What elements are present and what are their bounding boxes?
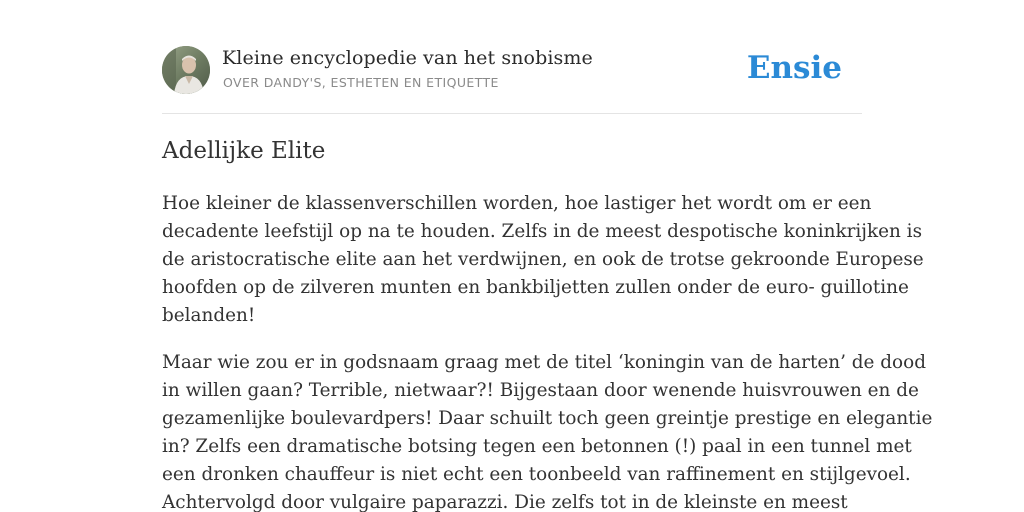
text-line: een dronken chauffeur is niet echt een toonbeeld van raffinement en stijlgevoel. — [162, 464, 911, 485]
blog-title[interactable]: Kleine encyclopedie van het snobisme — [222, 47, 593, 69]
text-line: in? Zelfs een dramatische botsing tegen een betonnen (!) paal in een tunnel met — [162, 436, 912, 457]
author-avatar[interactable] — [162, 46, 210, 94]
text-line: Maar wie zou er in godsnaam graag met de titel ‘koningin van de harten’ de dood — [162, 352, 926, 373]
paragraph — [162, 349, 933, 512]
post-body — [162, 190, 933, 512]
text-line: belanden! — [162, 305, 256, 326]
blog-subtitle: OVER DANDY'S, ESTHETEN EN ETIQUETTE — [223, 75, 499, 90]
text-line: de aristocratische elite aan het verdwijnen, en ook de trotse gekroonde Europese — [162, 249, 924, 270]
paragraph — [162, 190, 924, 330]
text-line: Achtervolgd door vulgaire paparazzi. Die zelfs tot in de kleinste en meest — [162, 492, 848, 512]
text-line: hoofden op de zilveren munten en bankbiljetten zullen onder de euro- guillotine — [162, 277, 909, 298]
text-line: decadente leefstijl op na te houden. Zelfs in de meest despotische koninkrijken is — [162, 221, 923, 242]
avatar-portrait-icon — [162, 46, 210, 94]
text-line: Hoe kleiner de klassenverschillen worden, hoe lastiger het wordt om er een — [162, 193, 872, 214]
text-line: gezamenlijke boulevardpers! Daar schuilt toch geen greintje prestige en elegantie — [162, 408, 933, 429]
blog-header — [162, 46, 862, 96]
ensie-logo[interactable]: Ensie — [746, 50, 842, 86]
header-divider — [162, 113, 862, 114]
text-line: in willen gaan? Terrible, nietwaar?! Bijgestaan door wenende huisvrouwen en de — [162, 380, 919, 401]
post-title: Adellijke Elite — [162, 138, 326, 164]
